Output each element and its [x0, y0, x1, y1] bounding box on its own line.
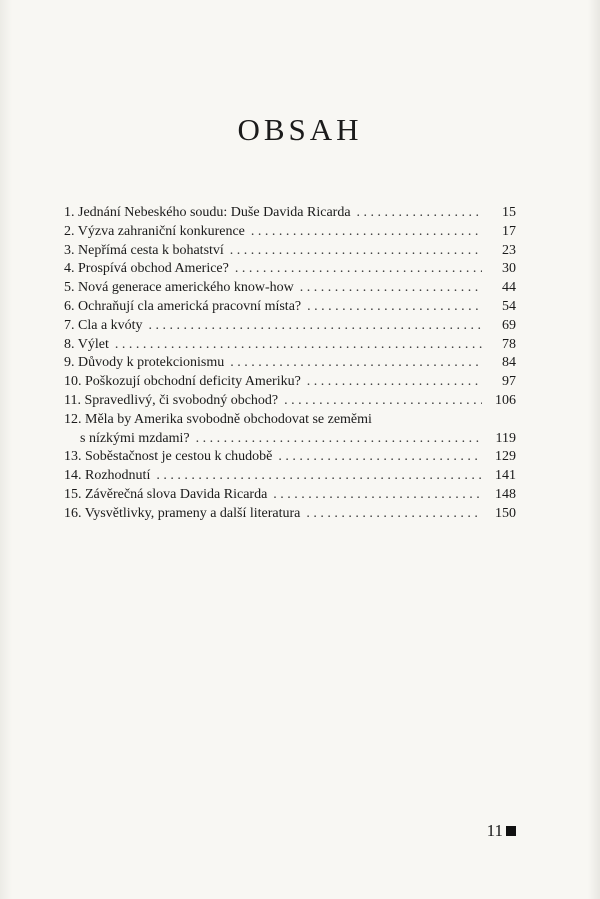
dot-leader [230, 242, 482, 261]
dot-leader [230, 354, 482, 373]
toc-entry-16 [64, 505, 516, 524]
dot-leader [307, 298, 482, 317]
toc-entry-page: 69 [502, 317, 516, 333]
toc-entry-6 [64, 298, 516, 317]
toc-entry-label-continuation: s nízkými mzdami? [80, 430, 190, 446]
toc-entry-13 [64, 448, 516, 467]
toc-entry-label: 11. Spravedlivý, či svobodný obchod? [64, 392, 279, 408]
toc-entry-page: 129 [495, 449, 516, 465]
toc-entry-page: 17 [502, 223, 516, 239]
toc-entry-4 [64, 260, 516, 279]
dot-leader [284, 392, 482, 411]
dot-leader [196, 430, 482, 449]
toc-entry-8 [64, 336, 516, 355]
dot-leader [278, 448, 482, 467]
toc-entry-label: 3. Nepřímá cesta k bohatství [64, 242, 224, 258]
toc-entry-label: 16. Vysvětlivky, prameny a další literatura [64, 505, 301, 521]
toc-entry-page: 78 [502, 336, 516, 352]
dot-leader [115, 336, 482, 355]
toc-entry-label: 1. Jednání Nebeského soudu: Duše Davida Ricarda [64, 205, 351, 220]
toc-entry-3 [64, 242, 516, 261]
toc-entry-1 [64, 204, 516, 223]
toc-entry-label: 13. Soběstačnost je cestou k chudobě [64, 449, 273, 465]
toc-entry-15 [64, 486, 516, 505]
toc-entry-page: 148 [495, 486, 516, 502]
dot-leader [357, 204, 482, 223]
toc-entry-page: 106 [495, 392, 516, 408]
toc-entry-label: 4. Prospívá obchod Americe? [64, 261, 229, 277]
dot-leader [149, 317, 482, 336]
toc-entry-7 [64, 317, 516, 336]
toc-entry-page: 30 [502, 261, 516, 277]
toc-entry-page: 23 [502, 242, 516, 258]
dot-leader [306, 505, 482, 524]
toc-entry-label: 12. Měla by Amerika svobodně obchodovat se zeměmi [64, 411, 372, 427]
toc-entry-page: 54 [502, 298, 516, 314]
dot-leader [300, 279, 482, 298]
dot-leader [156, 467, 482, 486]
toc-entry-label: 5. Nová generace amerického know-how [64, 280, 294, 296]
toc-entry-page: 15 [502, 205, 516, 220]
toc-entry-page: 119 [495, 430, 516, 446]
page-number-text: 11 [486, 821, 503, 840]
toc-entry-page: 84 [502, 355, 516, 371]
toc-entry-label: 14. Rozhodnutí [64, 468, 151, 484]
dot-leader [251, 223, 482, 242]
toc-entry-page: 150 [495, 505, 516, 521]
toc-entry-label: 10. Poškozují obchodní deficity Ameriku? [64, 374, 301, 390]
toc-entry-label: 15. Závěrečná slova Davida Ricarda [64, 486, 268, 502]
page-number [487, 821, 516, 841]
toc-entry-14 [64, 467, 516, 486]
square-marker-icon [506, 826, 516, 836]
toc-entry-5 [64, 279, 516, 298]
toc-entry-12-continuation [64, 430, 516, 449]
page-title: OBSAH [237, 112, 363, 147]
dot-leader [307, 373, 482, 392]
toc-entry-12 [64, 411, 516, 430]
toc-entry-page: 141 [495, 468, 516, 484]
toc-entry-page: 97 [502, 374, 516, 390]
dot-leader [235, 260, 482, 279]
table-of-contents [64, 204, 516, 524]
toc-entry-label: 9. Důvody k protekcionismu [64, 355, 225, 371]
toc-entry-label: 8. Výlet [64, 336, 109, 352]
toc-entry-2 [64, 223, 516, 242]
dot-leader [273, 486, 482, 505]
toc-entry-page: 44 [502, 280, 516, 296]
toc-entry-label: 7. Cla a kvóty [64, 317, 143, 333]
toc-entry-9 [64, 354, 516, 373]
toc-entry-label: 6. Ochraňují cla americká pracovní místa? [64, 298, 302, 314]
toc-entry-10 [64, 373, 516, 392]
toc-entry-label: 2. Výzva zahraniční konkurence [64, 223, 245, 239]
toc-entry-11 [64, 392, 516, 411]
